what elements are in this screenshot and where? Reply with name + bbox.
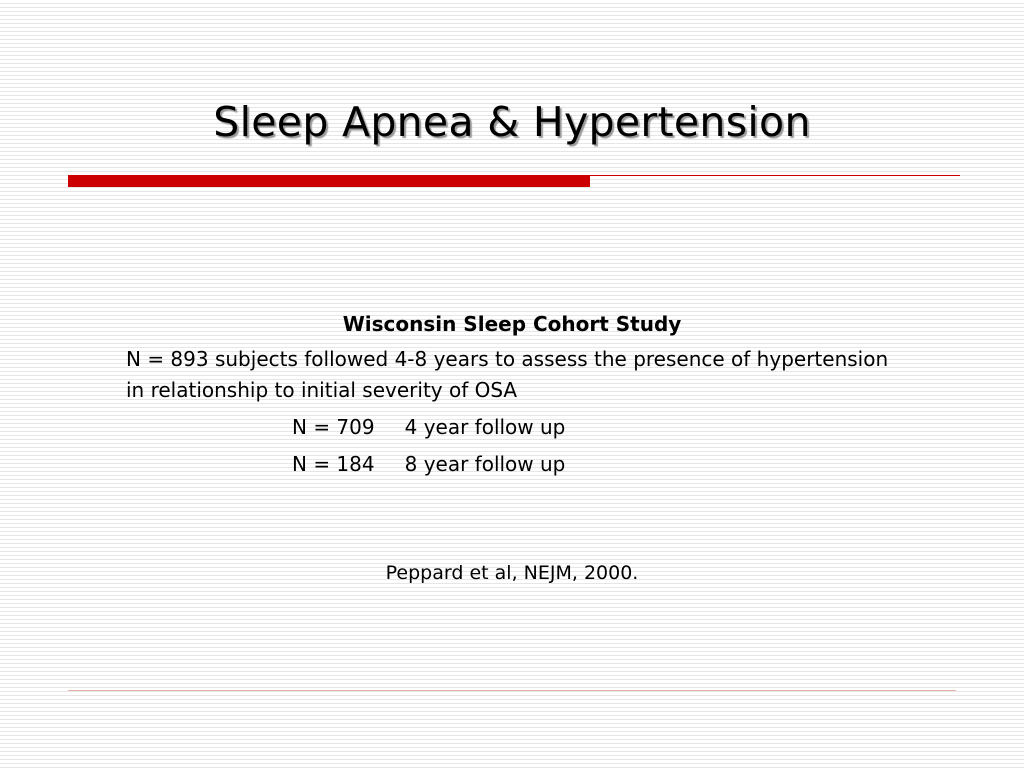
followup-row (292, 449, 565, 479)
followup-row (292, 412, 565, 442)
followup-count: N = 184 (292, 452, 375, 476)
followup-label: 4 year follow up (404, 415, 566, 439)
footer-divider (68, 690, 956, 691)
study-description: N = 893 subjects followed 4-8 years to assess the presence of hypertension in relationship to initial severity of OSA (126, 347, 889, 402)
citation: Peppard et al, NEJM, 2000. (385, 562, 639, 584)
slide-title: Sleep Apnea & Hypertension (213, 98, 811, 146)
followup-label: 8 year follow up (404, 452, 566, 476)
study-heading: Wisconsin Sleep Cohort Study (342, 312, 682, 336)
followup-count: N = 709 (292, 415, 375, 439)
